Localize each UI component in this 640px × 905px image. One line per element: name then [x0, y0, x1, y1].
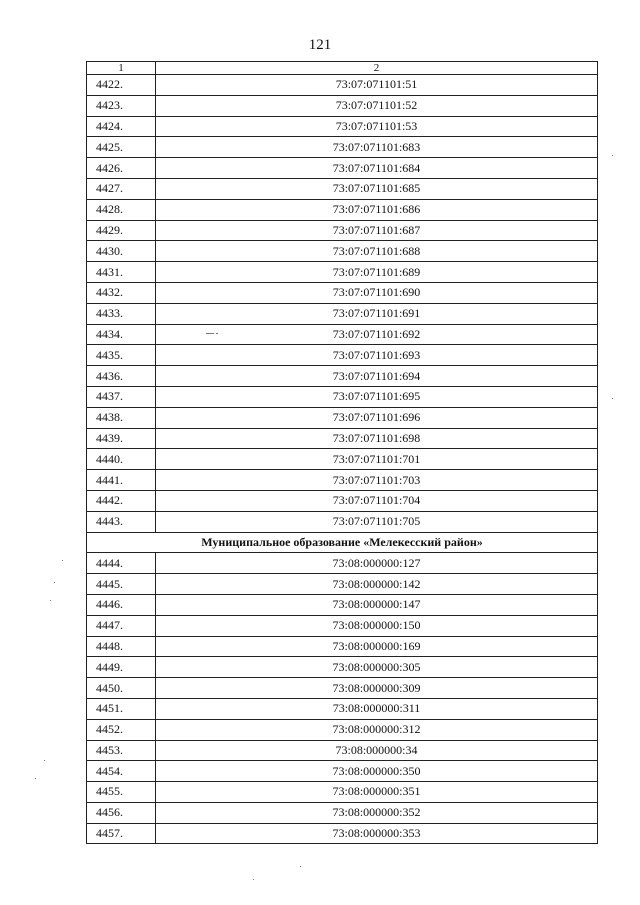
row-number: 4457. [87, 823, 156, 844]
row-number: 4425. [87, 137, 156, 158]
table-header-row [87, 62, 598, 75]
table-row [87, 366, 598, 387]
cadastral-number: 73:07:071101:695 [156, 386, 598, 407]
row-number: 4424. [87, 116, 156, 137]
column-header-number: 1 [87, 62, 156, 75]
row-number: 4434. [87, 324, 156, 345]
scan-speck [54, 582, 55, 583]
table-row [87, 490, 598, 511]
section-title: Муниципальное образование «Мелекесский район» [87, 532, 598, 553]
table-row [87, 782, 598, 803]
table-row [87, 719, 598, 740]
table-row [87, 241, 598, 262]
table-row [87, 75, 598, 96]
table-row [87, 178, 598, 199]
section-row [87, 532, 598, 553]
cadastral-number: 73:07:071101:696 [156, 407, 598, 428]
cadastral-number: 73:07:071101:703 [156, 470, 598, 491]
table-row [87, 158, 598, 179]
row-number: 4435. [87, 345, 156, 366]
row-number: 4433. [87, 303, 156, 324]
scan-speck [253, 879, 254, 880]
cadastral-number: 73:08:000000:350 [156, 761, 598, 782]
row-number: 4444. [87, 553, 156, 574]
table-row [87, 199, 598, 220]
scan-speck [300, 866, 301, 867]
cadastral-number: 73:07:071101:701 [156, 449, 598, 470]
table-row [87, 428, 598, 449]
cadastral-number: 73:07:071101:693 [156, 345, 598, 366]
row-number: 4428. [87, 199, 156, 220]
table-row [87, 761, 598, 782]
scan-speck [35, 778, 36, 779]
row-number: 4426. [87, 158, 156, 179]
table-row [87, 740, 598, 761]
cadastral-table [86, 61, 598, 844]
table-row [87, 802, 598, 823]
row-number: 4455. [87, 782, 156, 803]
row-number: 4441. [87, 470, 156, 491]
cadastral-number: 73:08:000000:352 [156, 802, 598, 823]
scan-speck [612, 398, 613, 399]
row-number: 4454. [87, 761, 156, 782]
table-row [87, 220, 598, 241]
table-row [87, 657, 598, 678]
scan-speck [206, 333, 214, 334]
table-row [87, 95, 598, 116]
scan-speck [62, 560, 63, 561]
cadastral-number: 73:07:071101:689 [156, 262, 598, 283]
scan-speck [50, 600, 51, 601]
column-header-cadastral: 2 [156, 62, 598, 75]
cadastral-number: 73:08:000000:169 [156, 636, 598, 657]
cadastral-number: 73:07:071101:683 [156, 137, 598, 158]
cadastral-number: 73:07:071101:686 [156, 199, 598, 220]
table-row [87, 407, 598, 428]
table-row [87, 615, 598, 636]
cadastral-number: 73:07:071101:52 [156, 95, 598, 116]
cadastral-number: 73:07:071101:685 [156, 178, 598, 199]
cadastral-number: 73:07:071101:51 [156, 75, 598, 96]
table-row [87, 303, 598, 324]
cadastral-number: 73:07:071101:692 [156, 324, 598, 345]
cadastral-number: 73:08:000000:127 [156, 553, 598, 574]
table-row [87, 574, 598, 595]
cadastral-number: 73:08:000000:311 [156, 698, 598, 719]
row-number: 4423. [87, 95, 156, 116]
row-number: 4438. [87, 407, 156, 428]
page-number: 121 [308, 37, 332, 53]
cadastral-number: 73:07:071101:690 [156, 282, 598, 303]
table-row [87, 511, 598, 532]
row-number: 4451. [87, 698, 156, 719]
row-number: 4448. [87, 636, 156, 657]
row-number: 4450. [87, 678, 156, 699]
table-row [87, 823, 598, 844]
row-number: 4436. [87, 366, 156, 387]
row-number: 4432. [87, 282, 156, 303]
table-row [87, 470, 598, 491]
cadastral-number: 73:08:000000:142 [156, 574, 598, 595]
row-number: 4442. [87, 490, 156, 511]
table-row [87, 116, 598, 137]
row-number: 4453. [87, 740, 156, 761]
row-number: 4456. [87, 802, 156, 823]
cadastral-number: 73:07:071101:704 [156, 490, 598, 511]
cadastral-number: 73:08:000000:353 [156, 823, 598, 844]
cadastral-number: 73:08:000000:150 [156, 615, 598, 636]
table-row [87, 636, 598, 657]
cadastral-number: 73:08:000000:312 [156, 719, 598, 740]
cadastral-number: 73:07:071101:684 [156, 158, 598, 179]
cadastral-number: 73:08:000000:34 [156, 740, 598, 761]
row-number: 4422. [87, 75, 156, 96]
row-number: 4445. [87, 574, 156, 595]
row-number: 4440. [87, 449, 156, 470]
row-number: 4449. [87, 657, 156, 678]
row-number: 4439. [87, 428, 156, 449]
row-number: 4446. [87, 594, 156, 615]
cadastral-number: 73:08:000000:305 [156, 657, 598, 678]
cadastral-number: 73:08:000000:351 [156, 782, 598, 803]
table-row [87, 345, 598, 366]
row-number: 4430. [87, 241, 156, 262]
table-row [87, 282, 598, 303]
cadastral-number: 73:08:000000:309 [156, 678, 598, 699]
table-row [87, 262, 598, 283]
table-row [87, 137, 598, 158]
table-row [87, 698, 598, 719]
cadastral-number: 73:08:000000:147 [156, 594, 598, 615]
cadastral-number: 73:07:071101:705 [156, 511, 598, 532]
row-number: 4447. [87, 615, 156, 636]
row-number: 4452. [87, 719, 156, 740]
table-row [87, 324, 598, 345]
cadastral-number: 73:07:071101:53 [156, 116, 598, 137]
row-number: 4431. [87, 262, 156, 283]
scan-speck [44, 760, 45, 761]
table-row [87, 449, 598, 470]
cadastral-number: 73:07:071101:687 [156, 220, 598, 241]
row-number: 4427. [87, 178, 156, 199]
row-number: 4443. [87, 511, 156, 532]
table-row [87, 386, 598, 407]
table-row [87, 594, 598, 615]
scan-speck [216, 333, 218, 334]
scan-speck [612, 155, 613, 156]
cadastral-number: 73:07:071101:688 [156, 241, 598, 262]
row-number: 4437. [87, 386, 156, 407]
table-row [87, 678, 598, 699]
row-number: 4429. [87, 220, 156, 241]
cadastral-number: 73:07:071101:698 [156, 428, 598, 449]
cadastral-number: 73:07:071101:691 [156, 303, 598, 324]
cadastral-number: 73:07:071101:694 [156, 366, 598, 387]
table-row [87, 553, 598, 574]
